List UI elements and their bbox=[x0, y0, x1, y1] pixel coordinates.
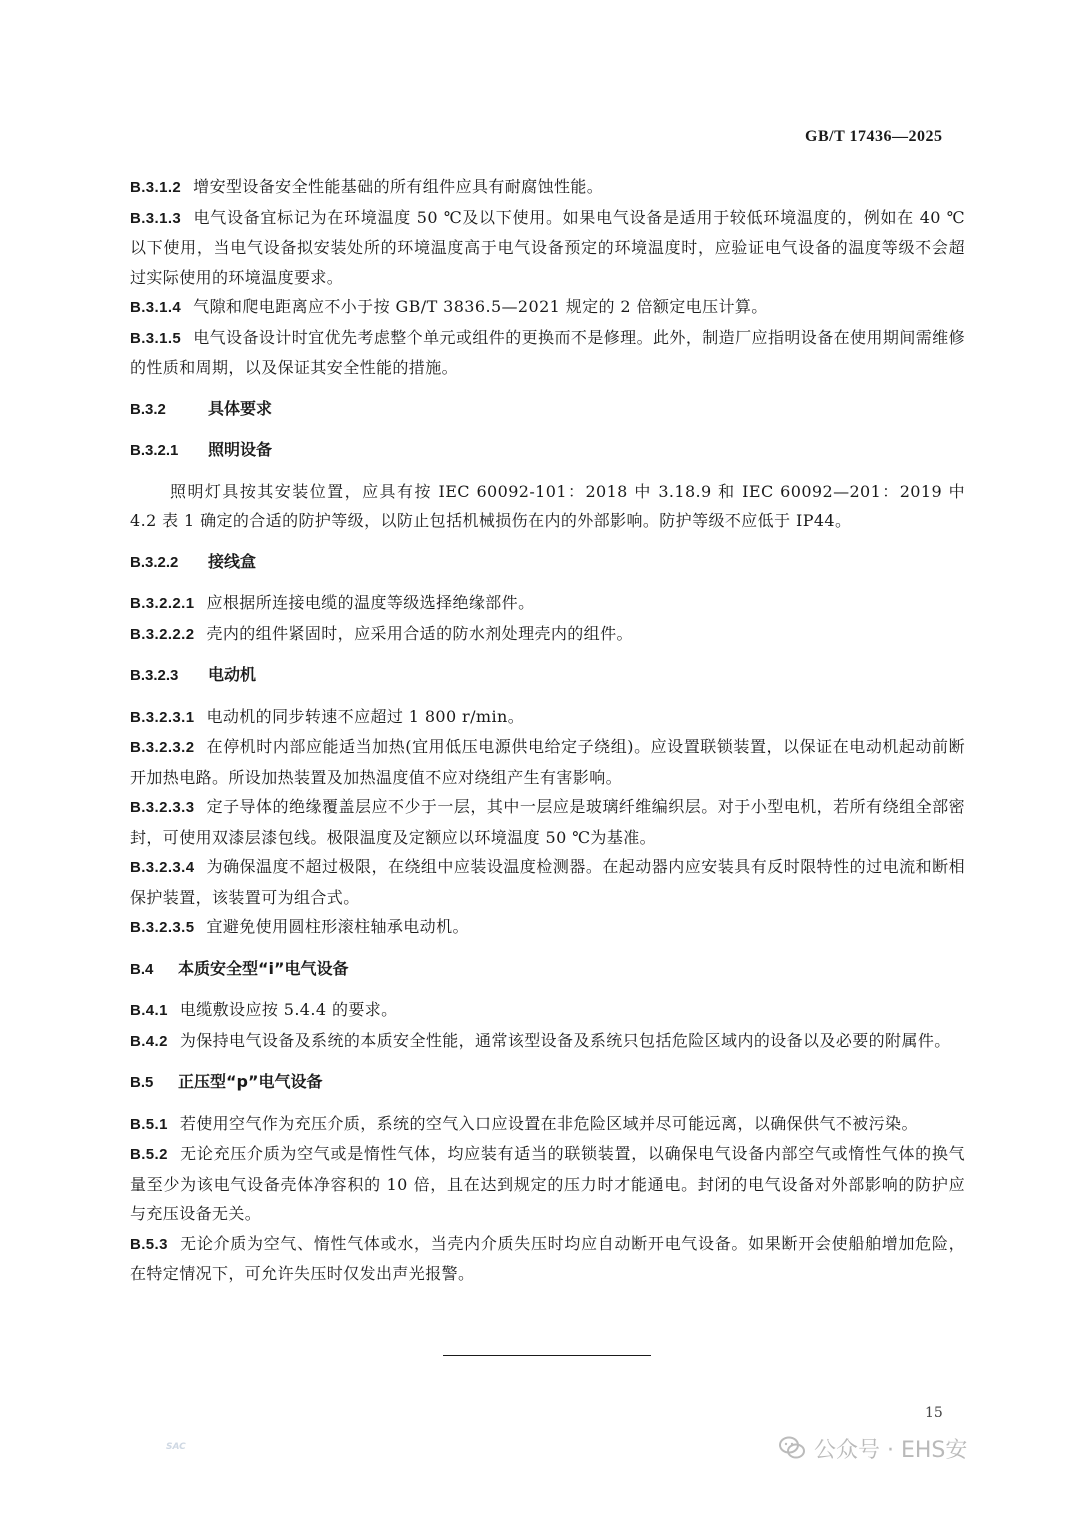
clause-text: 为保持电气设备及系统的本质安全性能，通常该型设备及系统只包括危险区域内的设备以及必要的附属件。 bbox=[179, 1030, 951, 1050]
page-number: 15 bbox=[925, 1405, 943, 1421]
section-number: B.3.2 bbox=[130, 400, 166, 418]
body-paragraph: 照明灯具按其安装位置，应具有按 IEC 60092-101：2018 中 3.18.9 和 IEC 60092—201：2019 中 4.2 表 1 确定的合适的防护等级，以防止包括机械损伤在内的外部影响。防护等级不应低于 IP44。 bbox=[130, 481, 965, 530]
clause-text: 定子导体的绝缘覆盖层应不少于一层，其中一层应是玻璃纤维编织层。对于小型电机，若所有绕组全部密封，可使用双漆层漆包线。极限温度及定额应以环境温度 50 ℃为基准。 bbox=[130, 797, 965, 847]
clause-text: 电缆敷设应按 5.4.4 的要求。 bbox=[179, 1000, 398, 1019]
wechat-watermark bbox=[778, 1428, 1048, 1468]
clause-paragraph bbox=[130, 1026, 965, 1057]
clause-text: 无论充压介质为空气或是惰性气体，均应装有适当的联锁装置，以确保电气设备内部空气或惰性气体的换气量至少为该电气设备壳体净容积的 10 倍，且在达到规定的压力时才能通电。封闭的电气设备对外部影响的防护应与充压设备无关。 bbox=[130, 1144, 965, 1223]
clause-number: B.5.2 bbox=[130, 1146, 168, 1163]
clause-number: B.3.2.3.2 bbox=[130, 739, 195, 756]
section-number: B.3.2.1 bbox=[130, 442, 179, 459]
section-title: 电动机 bbox=[208, 665, 257, 684]
clause-paragraph bbox=[130, 203, 965, 293]
clause-number: B.3.2.3.4 bbox=[130, 859, 195, 876]
sac-logo-icon: SAC bbox=[166, 1442, 186, 1452]
clause-number: B.3.2.2.2 bbox=[130, 625, 195, 643]
section-heading bbox=[130, 435, 965, 466]
clause-number: B.3.2.3.3 bbox=[130, 799, 195, 816]
clause-text: 应根据所连接电缆的温度等级选择绝缘部件。 bbox=[206, 593, 535, 612]
section-heading bbox=[130, 1067, 965, 1098]
clause-number: B.3.1.4 bbox=[130, 299, 182, 316]
clause-number: B.3.1.5 bbox=[130, 329, 182, 347]
wechat-icon bbox=[778, 1434, 806, 1462]
clause-paragraph bbox=[130, 912, 965, 943]
clause-number: B.3.2.3.5 bbox=[130, 919, 195, 936]
document-code: GB/T 17436—2025 bbox=[805, 128, 943, 145]
section-title: 照明设备 bbox=[208, 440, 273, 459]
section-number: B.5 bbox=[130, 1074, 154, 1091]
clause-number: B.3.1.2 bbox=[130, 179, 182, 196]
clause-number: B.5.1 bbox=[130, 1115, 168, 1133]
clause-paragraph bbox=[130, 323, 965, 383]
clause-text: 为确保温度不超过极限，在绕组中应装设温度检测器。在起动器内应安装具有反时限特性的过电流和断相保护装置，该装置可为组合式。 bbox=[130, 857, 965, 907]
end-rule bbox=[443, 1355, 651, 1356]
clause-paragraph bbox=[130, 588, 965, 619]
clause-paragraph bbox=[130, 1139, 965, 1229]
section-title: 接线盒 bbox=[208, 551, 257, 571]
clause-text: 宜避免使用圆柱形滚柱轴承电动机。 bbox=[206, 917, 469, 936]
clause-paragraph bbox=[130, 732, 965, 792]
section-heading bbox=[130, 394, 965, 425]
clause-number: B.3.2.3.1 bbox=[130, 708, 195, 726]
section-title: 正压型“p”电气设备 bbox=[178, 1072, 323, 1091]
clause-paragraph bbox=[130, 702, 965, 733]
clause-paragraph bbox=[130, 792, 965, 852]
clause-text: 电气设备宜标记为在环境温度 50 ℃及以下使用。如果电气设备是适用于较低环境温度的，例如在 40 ℃以下使用，当电气设备拟安装处所的环境温度高于电气设备预定的环境温度时，应验证电气设备的温度等级不会超过实际使用的环境温度要求。 bbox=[130, 207, 965, 287]
clause-number: B.3.2.2.1 bbox=[130, 595, 195, 612]
clause-paragraph bbox=[130, 619, 965, 650]
clause-text: 在停机时内部应能适当加热(宜用低压电源供电给定子绕组)。应设置联锁装置，以保证在电动机起动前断开加热电路。所设加热装置及加热温度值不应对绕组产生有害影响。 bbox=[130, 737, 965, 787]
clause-paragraph bbox=[130, 852, 965, 912]
clause-paragraph bbox=[130, 172, 965, 203]
clause-number: B.3.1.3 bbox=[130, 209, 182, 227]
section-heading bbox=[130, 660, 965, 691]
section-title: 本质安全型“i”电气设备 bbox=[178, 958, 349, 978]
clause-paragraph bbox=[130, 995, 965, 1026]
clause-text: 若使用空气作为充压介质，系统的空气入口应设置在非危险区域并尽可能远离，以确保供气不被污染。 bbox=[179, 1113, 918, 1133]
section-heading bbox=[130, 547, 965, 578]
clause-paragraph bbox=[130, 1229, 965, 1289]
clause-text: 气隙和爬电距离应不小于按 GB/T 3836.5—2021 规定的 2 倍额定电压计算。 bbox=[193, 297, 768, 316]
clause-number: B.5.3 bbox=[130, 1235, 168, 1253]
clause-number: B.4.1 bbox=[130, 1002, 168, 1019]
clause-text: 电动机的同步转速不应超过 1 800 r/min。 bbox=[206, 706, 525, 726]
clause-number: B.4.2 bbox=[130, 1032, 168, 1050]
clause-text: 壳内的组件紧固时，应采用合适的防水剂处理壳内的组件。 bbox=[206, 623, 633, 643]
section-title: 具体要求 bbox=[208, 398, 273, 418]
clause-text: 无论介质为空气、惰性气体或水，当壳内介质失压时均应自动断开电气设备。如果断开会使船舶增加危险，在特定情况下，可允许失压时仅发出声光报警。 bbox=[130, 1233, 965, 1283]
watermark-text: 公众号 · EHS安 bbox=[814, 1437, 968, 1463]
clause-text: 增安型设备安全性能基础的所有组件应具有耐腐蚀性能。 bbox=[193, 177, 604, 196]
clause-text: 电气设备设计时宜优先考虑整个单元或组件的更换而不是修理。此外，制造厂应指明设备在使用期间需维修的性质和周期，以及保证其安全性能的措施。 bbox=[130, 327, 965, 377]
section-number: B.3.2.3 bbox=[130, 667, 179, 684]
section-number: B.3.2.2 bbox=[130, 553, 179, 571]
section-number: B.4 bbox=[130, 960, 154, 978]
document-body bbox=[130, 172, 965, 1289]
clause-paragraph bbox=[130, 1109, 965, 1140]
section-heading bbox=[130, 954, 965, 985]
clause-paragraph bbox=[130, 292, 965, 323]
